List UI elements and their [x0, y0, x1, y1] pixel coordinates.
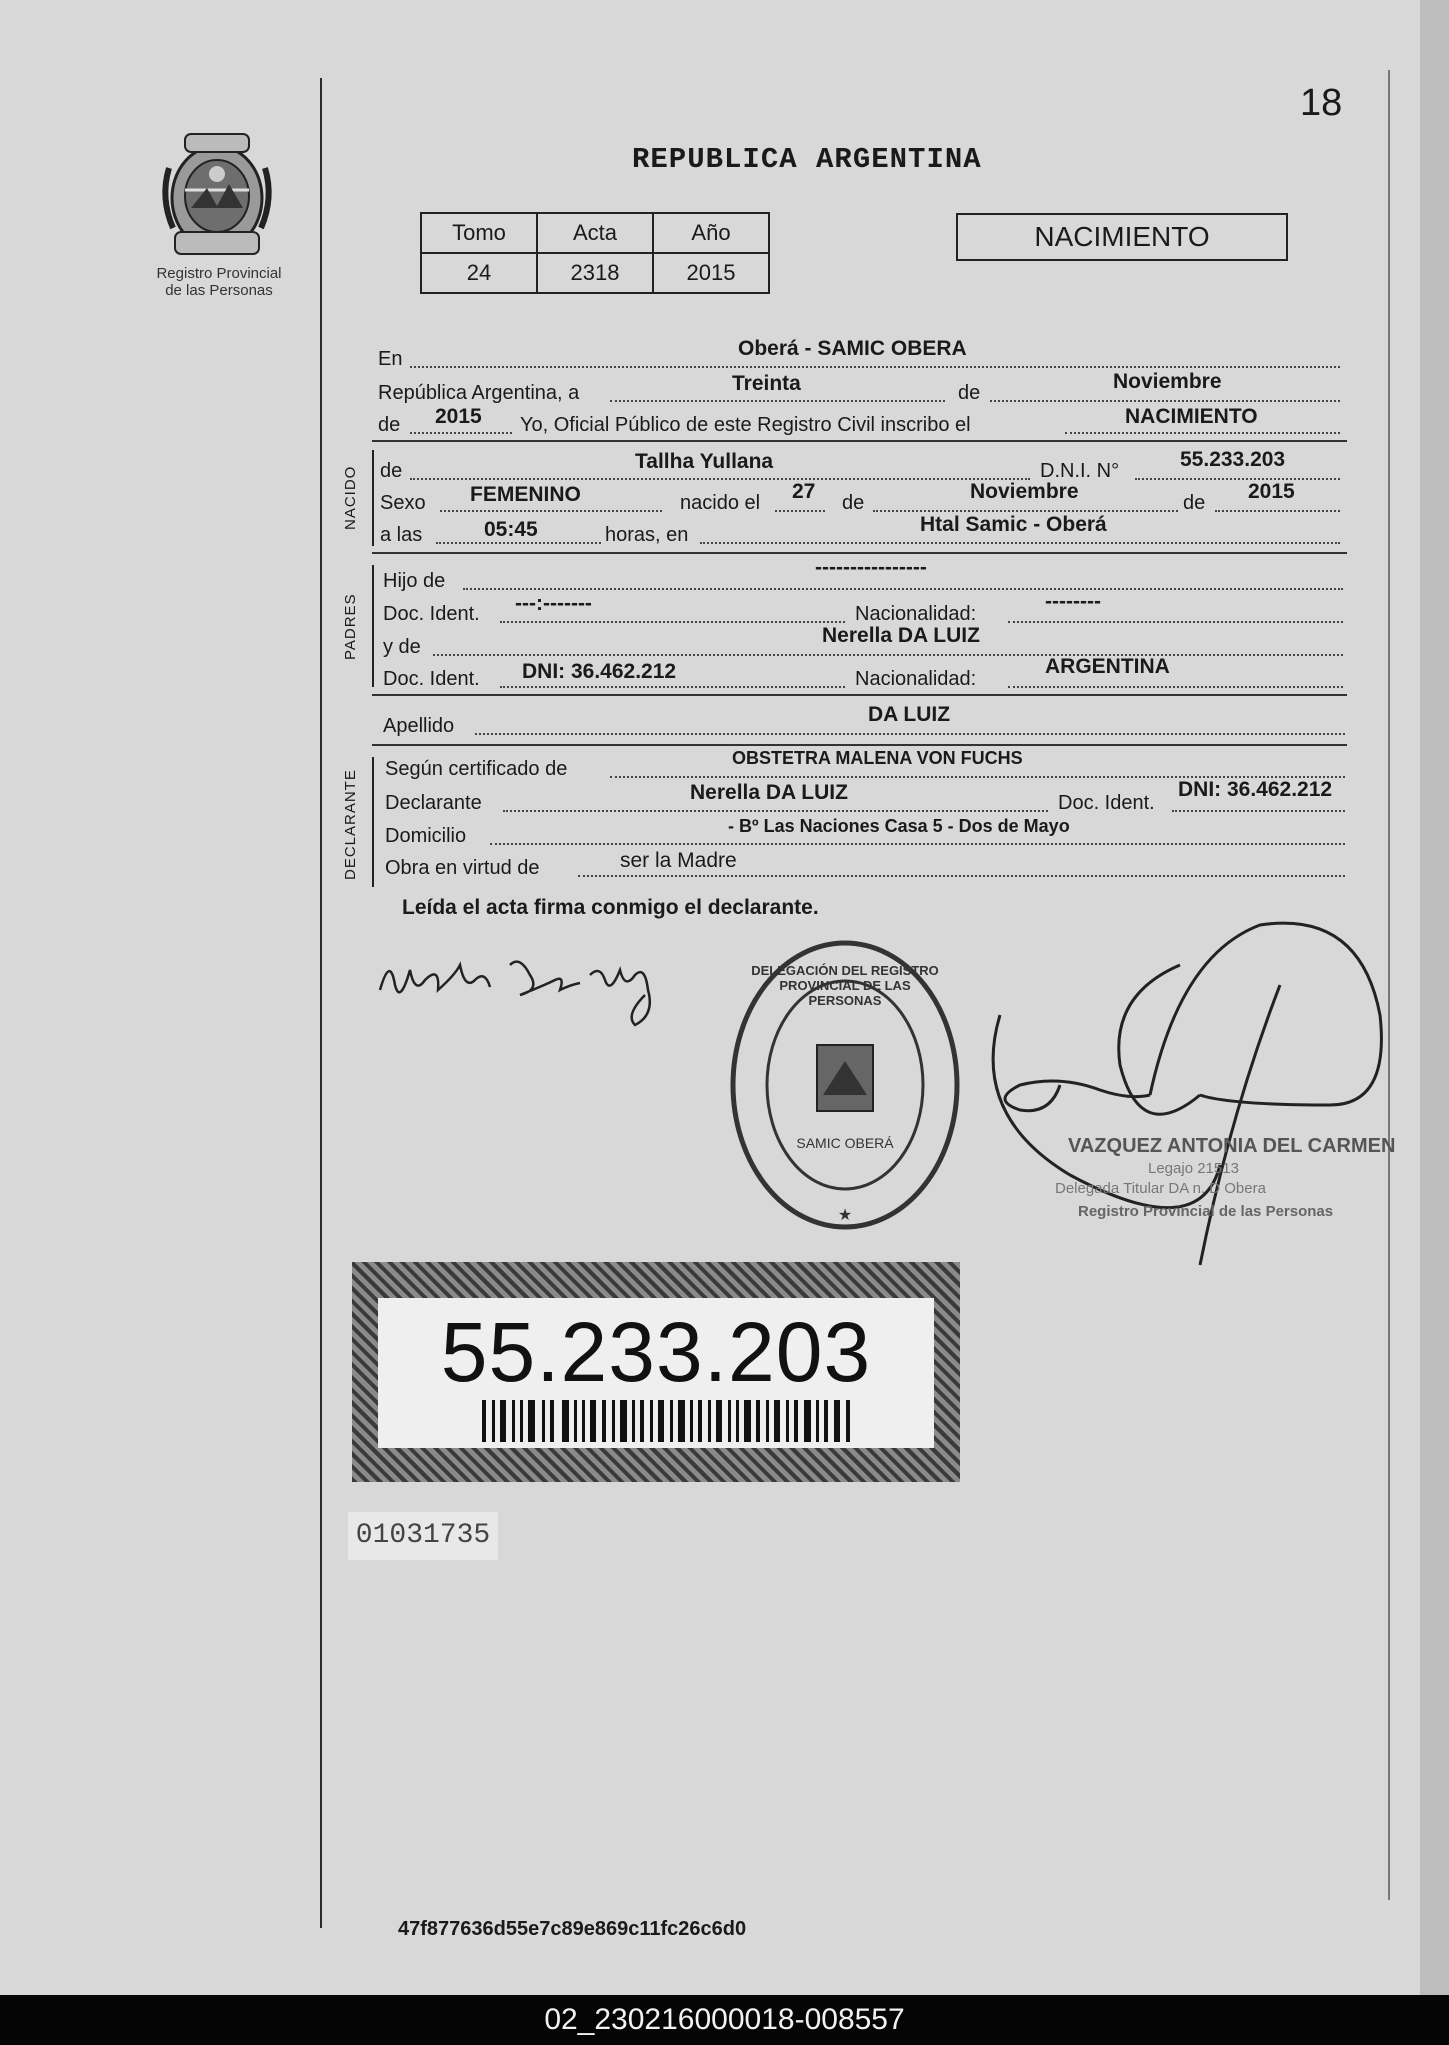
section-divider — [372, 552, 1347, 554]
fill-line — [1008, 621, 1343, 623]
section-divider — [372, 744, 1347, 746]
seal-center-text: SAMIC OBERÁ — [796, 1135, 894, 1151]
dni-label: D.N.I. N° — [1040, 460, 1120, 482]
table-value-anio: 2015 — [653, 253, 769, 293]
father-doc-value: ---:------- — [515, 592, 592, 615]
closing-statement: Leída el acta firma conmigo el declarante. — [402, 896, 819, 919]
father-nationality-value: -------- — [1045, 590, 1101, 613]
section-bracket — [372, 757, 374, 887]
republica-label: República Argentina, a — [378, 382, 580, 404]
hijo-de-label: Hijo de — [383, 570, 446, 592]
fill-line — [500, 686, 845, 688]
apellido-value: DA LUIZ — [868, 703, 951, 726]
registry-table — [420, 212, 770, 294]
registry-line-1: Registro Provincial — [156, 265, 282, 282]
declarante-value: Nerella DA LUIZ — [690, 781, 848, 804]
fill-line — [490, 843, 1345, 845]
birth-day-value: 27 — [792, 480, 816, 503]
nacido-section-label: NACIDO — [342, 465, 359, 530]
official-title: Delegada Titular DA n. D Obera — [1055, 1180, 1266, 1197]
father-doc-label: Doc. Ident. — [383, 603, 480, 625]
fill-line — [410, 432, 512, 434]
sexo-label: Sexo — [380, 492, 426, 514]
section-divider — [372, 694, 1347, 696]
fill-line — [500, 621, 845, 623]
official-legajo: Legajo 21513 — [1148, 1160, 1239, 1177]
act-type: NACIMIENTO — [1034, 221, 1210, 252]
fill-line — [410, 478, 1030, 480]
official-signature — [900, 915, 1390, 1275]
sexo-value: FEMENINO — [470, 483, 581, 506]
fill-line — [1215, 510, 1340, 512]
table-value-acta: 2318 — [537, 253, 653, 293]
domicilio-value: - Bº Las Naciones Casa 5 - Dos de Mayo — [728, 816, 1070, 836]
fill-line — [1065, 432, 1340, 434]
padres-section-label: PADRES — [342, 593, 359, 660]
mother-doc-label: Doc. Ident. — [383, 668, 480, 690]
table-header-acta: Acta — [537, 213, 653, 253]
svg-text:★: ★ — [837, 1205, 853, 1224]
section-divider — [372, 440, 1347, 442]
declarante-section-label: DECLARANTE — [342, 769, 359, 880]
fill-line — [475, 733, 1345, 735]
stamp-number: 01031735 — [348, 1512, 498, 1560]
table-header-tomo: Tomo — [421, 213, 537, 253]
father-nationality-label: Nacionalidad: — [855, 603, 977, 625]
table-value-tomo: 24 — [421, 253, 537, 293]
seal-ring-text: DELEGACIÓN DEL REGISTRO PROVINCIAL DE LAS PERSONAS — [751, 963, 939, 1008]
fill-line — [1008, 686, 1343, 688]
act-type-box — [956, 213, 1288, 261]
mother-nationality-value: ARGENTINA — [1045, 655, 1170, 678]
father-name-value: ---------------- — [815, 556, 927, 579]
birth-year-value: 2015 — [1248, 480, 1295, 503]
barcode-inner — [378, 1298, 934, 1448]
barcode-bars — [482, 1400, 852, 1442]
de-label-3: de — [1183, 492, 1206, 514]
fill-line — [610, 400, 945, 402]
statement-text: Yo, Oficial Público de este Registro Civil inscribo el — [520, 414, 971, 436]
province-logo — [155, 128, 280, 263]
obra-value: ser la Madre — [620, 849, 737, 872]
certificado-value: OBSTETRA MALENA VON FUCHS — [732, 748, 1023, 768]
de2-label: de — [378, 414, 401, 436]
section-bracket — [372, 450, 374, 546]
fill-line — [440, 510, 662, 512]
day-words-value: Treinta — [732, 372, 801, 395]
signature-icon — [370, 935, 700, 1035]
certificado-label: Según certificado de — [385, 758, 568, 780]
en-label: En — [378, 348, 403, 370]
horas-en-label: horas, en — [605, 524, 689, 546]
official-signature-icon — [900, 915, 1390, 1275]
page-number: 18 — [1300, 82, 1343, 124]
official-registry: Registro Provincial de las Personas — [1078, 1203, 1334, 1220]
declarante-doc-value: DNI: 36.462.212 — [1178, 778, 1333, 801]
act-registered-value: NACIMIENTO — [1125, 405, 1258, 428]
fill-line — [410, 366, 1340, 368]
month-value: Noviembre — [1113, 370, 1222, 393]
declarante-signature — [370, 935, 700, 1035]
fill-line — [463, 588, 1343, 590]
file-id: 02_230216000018-008557 — [544, 2003, 905, 2036]
table-header-anio: Año — [653, 213, 769, 253]
fill-line — [775, 510, 825, 512]
barcode-number: 55.233.203 — [440, 1305, 872, 1399]
fill-line — [433, 654, 1343, 656]
obra-label: Obra en virtud de — [385, 857, 540, 879]
child-name-value: Tallha Yullana — [635, 450, 774, 473]
barcode-label — [352, 1262, 960, 1482]
child-dni-value: 55.233.203 — [1180, 448, 1286, 471]
barcode-icon — [482, 1400, 852, 1442]
fill-line — [503, 810, 1048, 812]
fill-line — [1172, 810, 1345, 812]
file-id-bar — [0, 1995, 1449, 2045]
declarante-doc-label: Doc. Ident. — [1058, 792, 1155, 814]
year-value: 2015 — [435, 405, 482, 428]
a-las-label: a las — [380, 524, 423, 546]
mother-doc-value: DNI: 36.462.212 — [522, 660, 677, 683]
margin-line — [320, 78, 322, 1928]
official-name: VAZQUEZ ANTONIA DEL CARMEN — [1068, 1135, 1396, 1157]
nacido-el-label: nacido el — [680, 492, 761, 514]
nacido-de-label: de — [380, 460, 403, 482]
fill-line — [990, 400, 1340, 402]
birth-time-value: 05:45 — [484, 518, 538, 541]
mother-nationality-label: Nacionalidad: — [855, 668, 977, 690]
registry-line-2: de las Personas — [165, 282, 273, 299]
section-bracket — [372, 565, 374, 687]
birth-place-value: Htal Samic - Oberá — [920, 513, 1107, 536]
place-value: Oberá - SAMIC OBERA — [738, 337, 967, 360]
birth-month-value: Noviembre — [970, 480, 1079, 503]
misiones-coat-of-arms-icon — [155, 128, 280, 263]
y-de-label: y de — [383, 636, 421, 658]
de-label: de — [958, 382, 981, 404]
domicilio-label: Domicilio — [385, 825, 467, 847]
apellido-label: Apellido — [383, 715, 455, 737]
fill-line — [873, 510, 1178, 512]
fill-line — [700, 542, 1340, 544]
fill-line — [578, 875, 1345, 877]
mother-name-value: Nerella DA LUIZ — [822, 624, 980, 647]
fill-line — [1135, 478, 1340, 480]
country-title: REPUBLICA ARGENTINA — [632, 143, 982, 176]
fill-line — [436, 542, 601, 544]
document-hash: 47f877636d55e7c89e869c11fc26c6d0 — [398, 1918, 747, 1940]
de-label-2: de — [842, 492, 865, 514]
registry-name — [130, 265, 308, 299]
page-edge — [1420, 0, 1449, 1995]
declarante-label: Declarante — [385, 792, 482, 814]
